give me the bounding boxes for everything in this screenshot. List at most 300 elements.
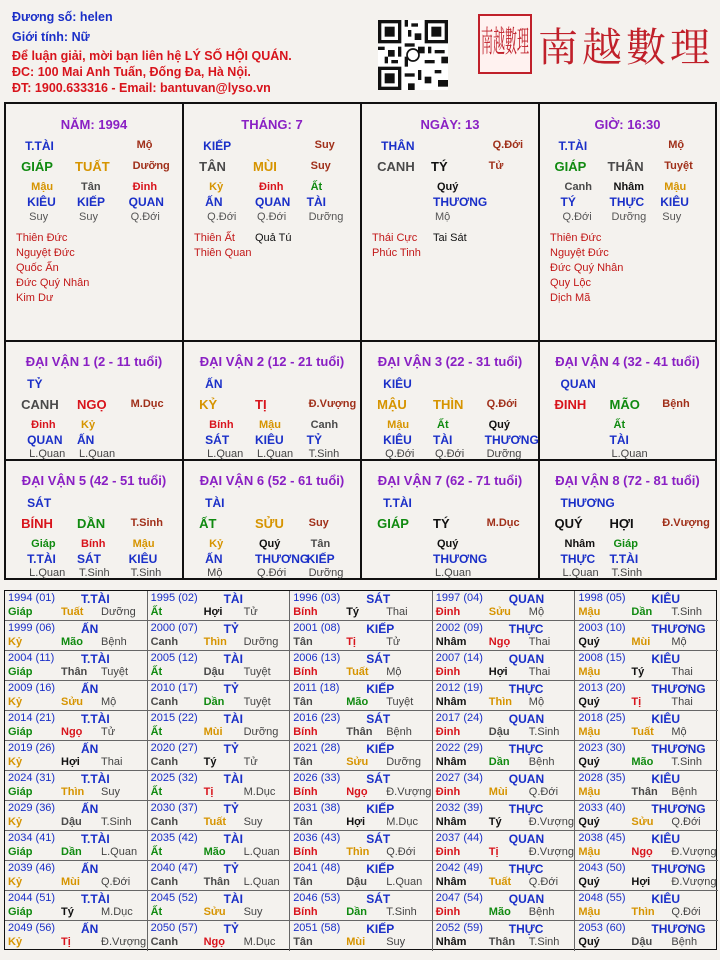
year-label: 2039 (46): [8, 862, 56, 874]
hidden-star: KIÊU: [255, 433, 284, 447]
hidden-state: Q.Đới: [257, 211, 287, 223]
gender-line: Giới tính: Nữ: [12, 30, 90, 44]
year-label: 2052 (59): [435, 922, 483, 934]
year-cell: [575, 891, 718, 921]
year-label: 2025 (32): [150, 772, 198, 784]
heavenly-stem: BÍNH: [21, 516, 53, 531]
hidden-star: KIÊU: [660, 195, 689, 209]
year-cell: [5, 831, 148, 861]
branch-state: Suy: [310, 160, 331, 172]
ten-god-star: THƯƠNG: [651, 922, 706, 936]
heavenly-stem: KỶ: [199, 397, 218, 412]
earthly-branch: Hợi: [61, 756, 80, 768]
heavenly-stem: Giáp: [8, 666, 33, 678]
ten-god-star: SÁT: [366, 832, 391, 846]
year-cell: [575, 681, 718, 711]
hidden-star: QUAN: [27, 433, 63, 447]
heavenly-stem: Nhâm: [435, 636, 467, 648]
year-state: M.Dục: [243, 936, 276, 948]
logo: [478, 10, 714, 76]
year-cell: [148, 741, 291, 771]
heavenly-stem: Quý: [578, 696, 600, 708]
heavenly-stem: Ất: [150, 666, 163, 678]
heavenly-stem: Mậu: [578, 846, 601, 858]
heavenly-stem: QUÝ: [554, 516, 583, 531]
year-cell: [5, 621, 148, 651]
year-cell: [433, 711, 576, 741]
seal-icon: [478, 14, 532, 74]
special-stars-right: [255, 231, 292, 246]
earthly-branch: Dậu: [631, 936, 653, 948]
heavenly-stem: Bính: [293, 606, 318, 618]
ten-god-star: QUAN: [508, 592, 545, 606]
year-state: Mộ: [671, 636, 687, 648]
ten-god-star: TỶ: [223, 742, 239, 756]
heavenly-stem: Nhâm: [435, 876, 467, 888]
year-state: L.Quan: [386, 876, 423, 888]
hidden-state: T.Sinh: [79, 567, 110, 579]
year-state: L.Quan: [243, 876, 280, 888]
heavenly-stem: Kỷ: [8, 816, 23, 828]
ten-god-star: KIÊU: [651, 712, 681, 726]
pillar-title: NGÀY: 13: [420, 117, 480, 132]
heavenly-stem: ĐINH: [554, 397, 587, 412]
heavenly-stem: Bính: [293, 786, 318, 798]
earthly-branch: HỢI: [609, 516, 634, 531]
heavenly-stem: Bính: [293, 846, 318, 858]
year-cell: [433, 741, 576, 771]
hidden-stem: Ất: [613, 419, 626, 431]
earthly-branch: Thìn: [203, 636, 227, 648]
year-label: 2017 (24): [435, 712, 483, 724]
hidden-star: THƯƠNG: [433, 195, 488, 209]
special-stars-left: [16, 231, 89, 306]
special-star: Thiên Đức: [16, 232, 68, 244]
hidden-stem: Quý: [488, 419, 511, 431]
year-label: 2035 (42): [150, 832, 198, 844]
earthly-branch: Dần: [631, 606, 653, 618]
heavenly-stem: Quý: [578, 936, 600, 948]
special-star: Quả Tú: [255, 232, 292, 244]
year-cell: [575, 801, 718, 831]
year-state: Q.Đới: [671, 906, 701, 918]
earthly-branch: Hợi: [488, 666, 508, 678]
address-line: ĐC: 100 Mai Anh Tuấn, Đống Đa, Hà Nội.: [12, 65, 251, 79]
year-cell: [5, 891, 148, 921]
ten-god-star: TÀI: [223, 712, 243, 726]
ten-god-star: THỰC: [508, 622, 544, 636]
ten-god-star: TÀI: [223, 772, 243, 786]
earthly-branch: Tý: [488, 816, 502, 828]
earthly-branch: Mùi: [631, 636, 651, 648]
hidden-state: L.Quan: [79, 448, 116, 460]
hidden-state: L.Quan: [29, 448, 66, 460]
year-label: 2033 (40): [578, 802, 626, 814]
ten-god-star: SÁT: [366, 772, 391, 786]
year-cell: [148, 591, 291, 621]
ten-god-star: THỰC: [508, 682, 544, 696]
year-cell: [290, 621, 433, 651]
year-cell: [148, 861, 291, 891]
ten-god-star: KIÊU: [651, 592, 681, 606]
ten-god-star: THƯƠNG: [651, 742, 706, 756]
year-cell: [575, 831, 718, 861]
hidden-star: SÁT: [77, 552, 101, 566]
earthly-branch: Dậu: [346, 876, 367, 888]
earthly-branch: Thân: [631, 786, 658, 798]
hidden-stem: Giáp: [31, 538, 56, 550]
year-cell: [433, 621, 576, 651]
ten-god-star: TÀI: [205, 496, 225, 510]
hidden-star: TÝ: [560, 195, 576, 209]
year-state: Bệnh: [386, 726, 412, 738]
ten-god-star: QUAN: [560, 377, 596, 391]
earthly-branch: Thân: [488, 936, 516, 948]
year-cell: [148, 711, 291, 741]
hidden-star: SÁT: [205, 433, 230, 447]
year-label: 2045 (52): [150, 892, 198, 904]
year-cell: [148, 651, 291, 681]
year-state: L.Quan: [101, 846, 138, 858]
earthly-branch: Hợi: [203, 606, 223, 618]
hidden-state: L.Quan: [435, 567, 472, 579]
hidden-stem: Kỷ: [81, 419, 96, 431]
year-state: Đ.Vượng: [386, 786, 432, 798]
heavenly-stem: Canh: [150, 936, 179, 948]
heavenly-stem: Canh: [150, 756, 179, 768]
special-stars-left: [372, 231, 421, 261]
logo-text: 南越數理: [538, 25, 714, 71]
heavenly-stem: Nhâm: [435, 936, 467, 948]
ten-god-star: SÁT: [366, 592, 391, 606]
heavenly-stem: Tân: [293, 936, 313, 948]
hidden-state: T.Sinh: [308, 448, 340, 460]
year-state: Dưỡng: [243, 636, 279, 648]
star-state: Suy: [314, 139, 335, 151]
hidden-star: THỰC: [609, 195, 645, 209]
hidden-stem: Quý: [437, 538, 459, 550]
year-cell: [5, 681, 148, 711]
earthly-branch: Mùi: [61, 876, 80, 888]
year-state: Tử: [243, 606, 258, 618]
year-cell: [575, 771, 718, 801]
year-label: 2028 (35): [578, 772, 626, 784]
heavenly-stem: Quý: [578, 816, 600, 828]
heavenly-stem: Giáp: [8, 846, 33, 858]
year-cell: [148, 771, 291, 801]
year-state: Mộ: [671, 726, 687, 738]
heavenly-stem: Kỷ: [8, 696, 23, 708]
year-label: 2040 (47): [150, 862, 198, 874]
year-label: 1995 (02): [150, 592, 198, 604]
hidden-state: Q.Đới: [385, 448, 415, 460]
earthly-branch: Tuất: [203, 816, 226, 828]
year-state: L.Quan: [243, 846, 280, 858]
ten-god-star: T.TÀI: [25, 139, 54, 153]
earthly-branch: Sửu: [203, 906, 226, 918]
year-label: 2004 (11): [8, 652, 55, 664]
year-cell: [5, 921, 148, 951]
earthly-branch: Tý: [61, 906, 74, 918]
year-state: Thai: [528, 636, 551, 648]
year-label: 2026 (33): [293, 772, 341, 784]
year-cell: [433, 921, 576, 951]
earthly-branch: Dần: [61, 846, 82, 858]
ten-god-star: KIẾP: [366, 802, 395, 816]
year-state: Tuyệt: [101, 666, 129, 678]
hidden-star: ẤN: [77, 433, 95, 447]
earthly-branch: Hợi: [631, 876, 651, 888]
dai-van-title: ĐẠI VẬN 8 (72 - 81 tuổi): [555, 473, 700, 488]
earthly-branch: Ngọ: [61, 726, 83, 738]
earthly-branch: Sửu: [488, 606, 511, 618]
earthly-branch: Tuất: [488, 876, 512, 888]
ten-god-star: KIÊU: [651, 772, 681, 786]
earthly-branch: Sửu: [61, 696, 84, 708]
year-label: 2007 (14): [435, 652, 483, 664]
heavenly-stem: Đinh: [435, 666, 461, 678]
year-state: Thai: [671, 696, 693, 708]
year-label: 2038 (45): [578, 832, 626, 844]
year-cell: [433, 651, 576, 681]
heavenly-stem: Đinh: [435, 906, 461, 918]
heavenly-stem: Bính: [293, 906, 318, 918]
earthly-branch: THÌN: [433, 397, 464, 412]
year-label: 2027 (34): [435, 772, 483, 784]
heavenly-stem: Nhâm: [435, 816, 467, 828]
year-label: 2012 (19): [435, 682, 483, 694]
ten-god-star: KIẾP: [203, 139, 232, 153]
ten-god-star: QUAN: [508, 772, 545, 786]
heavenly-stem: Tân: [293, 696, 313, 708]
year-label: 2042 (49): [435, 862, 483, 874]
earthly-branch: Thìn: [346, 846, 370, 858]
hidden-state: Dưỡng: [486, 448, 522, 460]
earthly-branch: NGỌ: [77, 397, 107, 412]
heavenly-stem: ẤT: [199, 516, 217, 531]
year-state: T.Sinh: [671, 606, 702, 618]
year-state: Đ.Vượng: [528, 816, 574, 828]
year-state: T.Sinh: [101, 816, 132, 828]
branch-state: Tuyệt: [664, 160, 693, 172]
year-label: 1996 (03): [293, 592, 341, 604]
hidden-state: Q.Đới: [130, 211, 160, 223]
branch-state: Q.Đới: [486, 398, 518, 410]
year-label: 2014 (21): [8, 712, 56, 724]
year-cell: [290, 891, 433, 921]
year-state: Tử: [243, 756, 258, 768]
ten-god-star: THỰC: [508, 742, 544, 756]
year-state: Mộ: [101, 696, 117, 708]
year-state: Suy: [101, 786, 120, 798]
ten-god-star: TỶ: [223, 802, 239, 816]
earthly-branch: Mão: [631, 756, 654, 768]
ten-god-star: THƯƠNG: [651, 622, 706, 636]
ten-god-star: TỶ: [27, 377, 43, 391]
phone-line: ĐT: 1900.633316 - Email: bantuvan@lyso.vn: [12, 81, 271, 95]
heavenly-stem: Giáp: [8, 606, 33, 618]
year-label: 2005 (12): [150, 652, 198, 664]
hidden-state: L.Quan: [29, 567, 66, 579]
year-label: 2000 (07): [150, 622, 198, 634]
year-state: Q.Đới: [528, 876, 559, 888]
hidden-star: T.TÀI: [27, 552, 56, 566]
earthly-branch: Ngọ: [203, 936, 225, 948]
year-label: 2023 (30): [578, 742, 626, 754]
year-label: 2046 (53): [293, 892, 341, 904]
ten-god-star: KIẾP: [366, 862, 395, 876]
heavenly-stem: Ất: [150, 786, 163, 798]
heavenly-stem: Đinh: [435, 786, 461, 798]
year-cell: [575, 591, 718, 621]
hidden-stem: Kỷ: [209, 538, 224, 550]
ten-god-star: KIÊU: [651, 832, 681, 846]
special-star: Thiên Quan: [194, 247, 252, 259]
earthly-branch: Thân: [203, 876, 230, 888]
earthly-branch: Tị: [488, 846, 499, 858]
year-cell: [290, 861, 433, 891]
dai-van-cell: [540, 461, 715, 578]
pillar-title: THÁNG: 7: [241, 117, 303, 132]
ten-god-star: TÀI: [223, 832, 243, 846]
earthly-branch: Mùi: [203, 726, 223, 738]
star-state: Mộ: [668, 139, 685, 151]
special-star: Đức Quý Nhân: [16, 277, 90, 289]
special-star: Kim Dư: [16, 292, 54, 304]
dai-van-cell: [184, 342, 362, 461]
hidden-state: T.Sinh: [611, 567, 643, 579]
year-cell: [575, 741, 718, 771]
hidden-stem: Nhâm: [564, 538, 596, 550]
qr-code-icon: [378, 20, 448, 90]
year-cell: [290, 681, 433, 711]
hidden-star: KIÊU: [27, 195, 56, 209]
year-state: Q.Đới: [386, 846, 416, 858]
heavenly-stem: Đinh: [435, 606, 461, 618]
hidden-state: Dưỡng: [308, 211, 344, 223]
year-cell: [575, 921, 718, 951]
earthly-branch: THÂN: [607, 159, 644, 174]
year-cell: [433, 771, 576, 801]
year-cell: [290, 771, 433, 801]
heavenly-stem: Đinh: [435, 846, 461, 858]
ten-god-star: TỶ: [223, 862, 239, 876]
hidden-star: QUAN: [255, 195, 291, 209]
year-label: 2003 (10): [578, 622, 626, 634]
year-state: T.Sinh: [671, 756, 702, 768]
hidden-state: Mộ: [207, 567, 223, 579]
heavenly-stem: Đinh: [435, 726, 461, 738]
dai-van-cell: [362, 342, 540, 461]
hidden-star: TÀI: [609, 433, 629, 447]
year-state: Tử: [386, 636, 401, 648]
year-state: Bệnh: [101, 636, 127, 648]
year-state: Thai: [528, 666, 551, 678]
dai-van-cell: [184, 461, 362, 578]
hidden-star: KIẾP: [77, 195, 106, 209]
ten-god-star: THỰC: [508, 862, 544, 876]
year-cell: [5, 591, 148, 621]
hidden-stem: Tân: [310, 538, 331, 550]
year-state: Q.Đới: [101, 876, 131, 888]
hidden-state: L.Quan: [611, 448, 648, 460]
branch-state: T.Sinh: [130, 517, 163, 529]
hidden-stem: Bính: [209, 419, 234, 431]
hidden-state: Q.Đới: [257, 567, 287, 579]
year-state: Tuyệt: [243, 666, 271, 678]
ten-god-star: T.TÀI: [81, 592, 110, 606]
hidden-state: Suy: [79, 211, 98, 223]
year-label: 1994 (01): [8, 592, 56, 604]
heavenly-stem: Tân: [293, 636, 313, 648]
heavenly-stem: Ất: [150, 906, 163, 918]
year-label: 2019 (26): [8, 742, 56, 754]
ten-god-star: TÀI: [223, 892, 243, 906]
earthly-branch: Dậu: [488, 726, 510, 738]
hidden-state: Suy: [29, 211, 49, 223]
earthly-branch: Dậu: [203, 666, 225, 678]
year-label: 2053 (60): [578, 922, 626, 934]
star-state: Q.Đới: [492, 139, 524, 151]
earthly-branch: Mão: [346, 696, 369, 708]
ten-god-star: ẤN: [81, 802, 99, 816]
branch-state: Dưỡng: [132, 160, 170, 172]
special-stars-left: [550, 231, 623, 306]
year-cell: [575, 711, 718, 741]
heavenly-stem: Tân: [293, 816, 313, 828]
year-cell: [290, 741, 433, 771]
year-state: Suy: [243, 906, 263, 918]
year-cell: [5, 741, 148, 771]
special-stars-left: [194, 231, 251, 261]
ten-god-star: SÁT: [27, 496, 52, 510]
dai-van-title: ĐẠI VẬN 2 (12 - 21 tuổi): [199, 354, 345, 369]
ten-god-star: T.TÀI: [81, 712, 110, 726]
year-state: Bệnh: [671, 936, 698, 948]
heavenly-stem: Giáp: [8, 726, 33, 738]
heavenly-stem: TÂN: [199, 159, 226, 174]
heavenly-stem: Mậu: [578, 606, 601, 618]
ten-god-star: T.TÀI: [81, 832, 110, 846]
year-label: 2044 (51): [8, 892, 56, 904]
hidden-star: ẤN: [205, 552, 223, 566]
year-state: Bệnh: [528, 756, 555, 768]
year-state: T.Sinh: [528, 936, 560, 948]
year-cell: [148, 831, 291, 861]
year-state: Thai: [671, 666, 693, 678]
year-label: 2034 (41): [8, 832, 56, 844]
heavenly-stem: GIÁP: [554, 159, 587, 174]
year-state: M.Dục: [243, 786, 276, 798]
hidden-stem: Đinh: [132, 181, 158, 193]
branch-state: Bệnh: [662, 398, 690, 410]
ten-god-star: SÁT: [366, 712, 391, 726]
ten-god-star: THÂN: [381, 139, 415, 153]
earthly-branch: Thìn: [61, 786, 85, 798]
year-state: Bệnh: [671, 786, 698, 798]
year-label: 1997 (04): [435, 592, 483, 604]
year-cell: [433, 861, 576, 891]
hidden-state: Mộ: [435, 211, 451, 223]
year-cell: [433, 681, 576, 711]
ten-god-star: SÁT: [366, 652, 391, 666]
year-label: 2022 (29): [435, 742, 483, 754]
special-star: Thiên Ất: [194, 232, 235, 244]
ten-god-star: THƯƠNG: [651, 862, 706, 876]
earthly-branch: MÃO: [609, 397, 640, 412]
special-star: Phúc Tinh: [372, 247, 421, 259]
hidden-star: THƯƠNG: [433, 552, 488, 566]
